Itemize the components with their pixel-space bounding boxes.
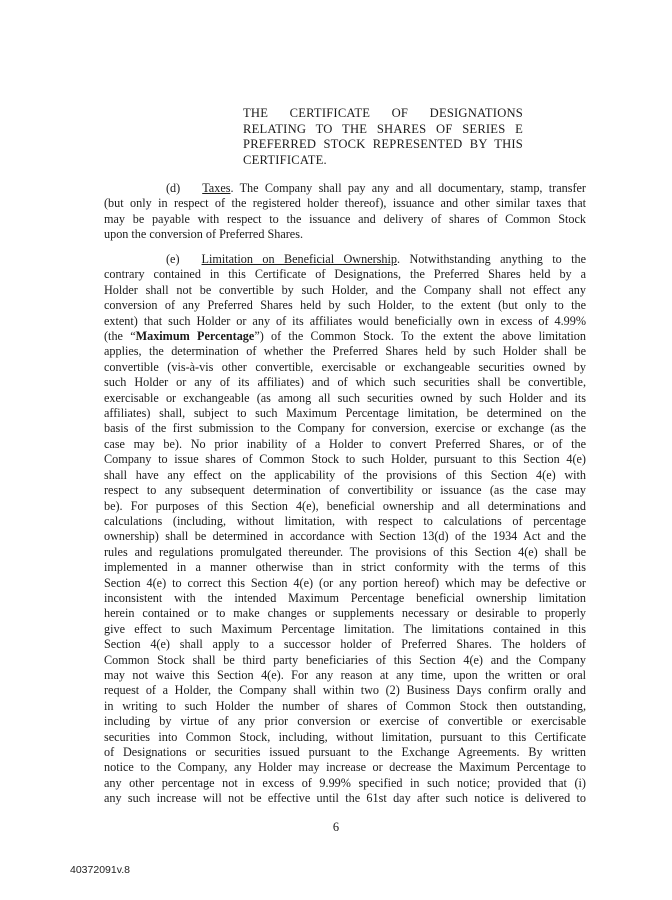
paragraph-line: rules and regulations promulgated thereunder. The provisions of this Section 4(e) shall be: [104, 544, 586, 559]
paragraph-line: give effect to such Maximum Percentage limitation. The limitations contained in this: [104, 621, 586, 636]
page-number: 6: [332, 820, 340, 834]
paragraph-line: such Holder or any of its affiliates) and of which such securities shall be convertible,: [104, 375, 586, 390]
paragraph-line: case may be). No prior inability of a Holder to convert Preferred Shares, or of the: [104, 436, 586, 451]
section-d-paragraph: [104, 181, 586, 243]
paragraph-text: . The Company shall pay any and all documentary, stamp, transfer: [230, 181, 586, 195]
paragraph-line: basis of the first submission to the Company for conversion, exercise or exchange (as the: [104, 421, 586, 436]
paragraph-line: herein contained or to make changes or supplements necessary or desirable to properly: [104, 606, 586, 621]
paragraph-line: shall have any effect on the applicability of the provisions of this Section 4(e) with: [104, 467, 586, 482]
paragraph-text: (the “: [104, 329, 136, 344]
paragraph-line: securities into Common Stock, including, without limitation, pursuant to this Certificate: [104, 729, 586, 744]
paragraph-line: inconsistent with the intended Maximum Percentage beneficial ownership limitation: [104, 590, 586, 605]
paragraph-line: in writing to such Holder the number of shares of Common Stock then outstanding,: [104, 698, 586, 713]
paragraph-line: including by virtue of any prior conversion or exercise of convertible or exercisable: [104, 714, 586, 729]
paragraph-line: (but only in respect of the registered holder thereof), issuance and other similar taxes that: [104, 196, 586, 211]
paragraph-line: may be payable with respect to the issuance and delivery of shares of Common Stock: [104, 211, 586, 226]
paragraph-line: Common Stock shall be third party beneficiaries of this Section 4(e) and the Company: [104, 652, 586, 667]
paragraph-line: Holder shall not be convertible by such Holder, and the Company shall not effect any: [104, 282, 586, 297]
paragraph-line: respect to any subsequent determination of convertibility or issuance (as the case may: [104, 483, 586, 498]
paragraph-line: conversion of any Preferred Shares held by such Holder, to the extent (but only to the: [104, 298, 586, 313]
paragraph-line: notice to the Company, any Holder may increase or decrease the Maximum Percentage to: [104, 760, 586, 775]
paragraph-line: [104, 181, 586, 196]
paragraph-line: Company to issue shares of Common Stock to such Holder, pursuant to this Section 4(e): [104, 452, 586, 467]
section-e-paragraph: [104, 252, 586, 807]
paragraph-line: convertible (vis-à-vis other convertible, exercisable or exchangeable securities owned by: [104, 359, 586, 374]
paragraph-line: of Designations or securities issued pursuant to the Exchange Agreements. By written: [104, 745, 586, 759]
paragraph-line: upon the conversion of Preferred Shares.: [104, 227, 303, 242]
paragraph-line: calculations (including, without limitation, with respect to calculations of percentage: [104, 513, 586, 528]
paragraph-line: Section 4(e) to correct this Section 4(e) (or any portion hereof) which may be defective or: [104, 575, 586, 590]
paragraph-lines: [104, 344, 586, 806]
paragraph-line: applies, the determination of whether the Preferred Shares held by such Holder shall be: [104, 344, 586, 359]
legend-line: RELATING TO THE SHARES OF SERIES E: [243, 121, 523, 136]
paragraph-line: any other percentage not in excess of 9.99% specified in such notice; provided that (i): [104, 775, 586, 790]
paragraph-line: request of a Holder, the Company shall within two (2) Business Days confirm orally and: [104, 683, 586, 698]
paragraph-text: ”) of the Common Stock. To the extent the above limitation: [254, 329, 586, 344]
paragraph-line: may not waive this Section 4(e). For any reason at any time, upon the written or oral: [104, 667, 586, 682]
legend-block: [243, 106, 523, 168]
paragraph-line: implemented in a manner otherwise than in strict conformity with the terms of this: [104, 560, 586, 575]
paragraph-line: be). For purposes of this Section 4(e), beneficial ownership and all determinations and: [104, 498, 586, 513]
paragraph-line: extent) that such Holder or any of its affiliates would beneficially own in excess of 4.99%: [104, 313, 586, 328]
legend-line: CERTIFICATE.: [243, 152, 327, 167]
section-label: (d): [166, 181, 181, 195]
defined-term: Maximum Percentage: [135, 329, 255, 344]
paragraph-line: Section 4(e) shall apply to a successor holder of Preferred Shares. The holders of: [104, 637, 586, 652]
paragraph-line: contrary contained in this Certificate of Designations, the Preferred Shares held by a: [104, 267, 586, 282]
paragraph-text: . Notwithstanding anything to the: [397, 252, 586, 266]
section-heading: Limitation on Beneficial Ownership: [201, 252, 397, 266]
section-label: (e): [166, 252, 180, 266]
paragraph-line: [104, 252, 586, 267]
paragraph-line: ownership) shall be determined in accordance with Section 13(d) of the 1934 Act and the: [104, 529, 586, 544]
section-heading: Taxes: [202, 181, 231, 195]
document-id: 40372091v.8: [70, 864, 130, 876]
legend-line: THE CERTIFICATE OF DESIGNATIONS: [243, 106, 523, 120]
paragraph-line: [104, 329, 586, 344]
paragraph-line: exercisable or exchangeable (as among all such securities owned by such Holder and its: [104, 390, 586, 405]
paragraph-line: affiliates) shall, subject to such Maximum Percentage limitation, be determined on the: [104, 406, 586, 421]
legend-line: PREFERRED STOCK REPRESENTED BY THIS: [243, 137, 523, 152]
paragraph-line: any such increase will not be effective until the 61st day after such notice is delivered to: [104, 791, 586, 806]
